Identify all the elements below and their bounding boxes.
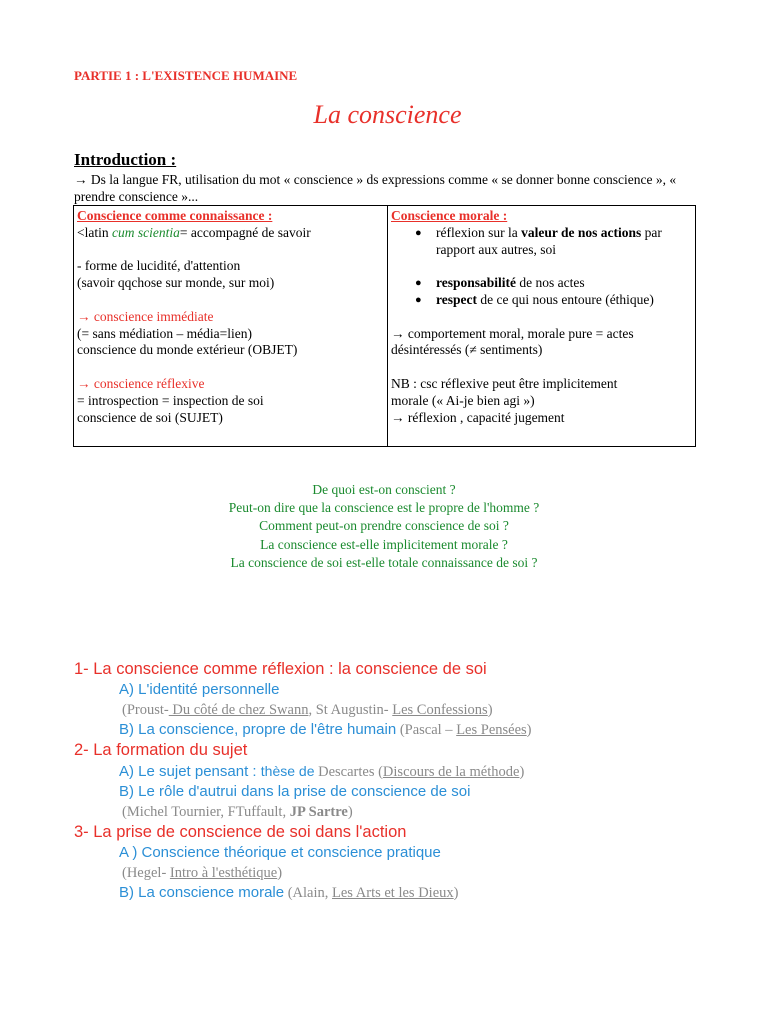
bullet-dot-icon: ● <box>415 226 422 239</box>
plan-part-1: 1- La conscience comme réflexion : la conscience de soi <box>74 660 487 678</box>
ref-open: (Hegel- <box>122 865 170 881</box>
plan-part-2b: B) Le rôle d'autrui dans la prise de conscience de soi <box>119 783 471 800</box>
bullet-dot-icon: ● <box>415 277 422 290</box>
ref-open: (Alain, <box>284 885 333 901</box>
plan-part-3b-label: B) La conscience morale <box>119 884 285 901</box>
question-item: De quoi est-on conscient ? <box>312 482 456 497</box>
plan-part-1a: A) L'identité personnelle <box>119 681 280 698</box>
table-cell-morale <box>388 206 696 447</box>
plan-part-3a: A ) Conscience théorique et conscience pratique <box>119 844 441 861</box>
ref-close: ) <box>526 722 532 738</box>
bullet-valeur-text <box>436 225 692 259</box>
ref-work: Du côté de chez Swann <box>168 702 309 718</box>
plan-part-2b-ref <box>74 802 532 822</box>
latin-prefix: <latin <box>77 224 112 240</box>
comportement-text: → comportement moral, morale pure = actes désintéressés (≠ sentiments) <box>391 325 634 358</box>
concept-table <box>73 205 696 447</box>
ref-author: Descartes ( <box>314 764 383 780</box>
ref-close: ) <box>519 764 525 780</box>
bullet-responsabilite-text <box>436 275 585 292</box>
intro-heading: Introduction : <box>74 150 177 169</box>
ref-open: (Pascal – <box>396 722 457 738</box>
ref-close: ) <box>347 804 353 820</box>
latin-term: cum scientia <box>111 224 180 240</box>
nb-line-3: → réflexion , capacité jugement <box>391 409 565 425</box>
bullet-respect-bold: respect <box>436 291 477 307</box>
immediate-label: → conscience immédiate <box>77 308 214 324</box>
reflexive-label: → conscience réflexive <box>77 375 205 391</box>
lucidite-line-2: (savoir qqchose sur monde, sur moi) <box>77 275 275 291</box>
page-title: La conscience <box>313 100 462 129</box>
bullet-valeur-pre: réflexion sur la <box>436 224 522 240</box>
ref-work: Intro à l'esthétique <box>169 865 278 881</box>
ref-work: Discours de la méthode <box>382 764 520 780</box>
plan-part-1a-ref <box>74 700 532 720</box>
nb-line-2: morale (« Ai-je bien agi ») <box>391 392 535 408</box>
reflexive-line-1: = introspection = inspection de soi <box>77 392 264 408</box>
immediate-line-1: (= sans médiation – média=lien) <box>77 325 252 341</box>
ref-open: (Proust- <box>122 702 169 718</box>
connaissance-heading: Conscience comme connaissance : <box>77 208 273 223</box>
bullet-respect <box>415 292 692 309</box>
bullet-valeur-post: par rapport aux autres, soi <box>436 224 662 257</box>
bullet-valeur <box>415 225 692 259</box>
plan-part-2a <box>74 761 532 782</box>
question-item: La conscience de soi est-elle totale connaissance de soi ? <box>230 554 538 570</box>
ref-mid: , St Augustin- <box>308 702 393 718</box>
bullet-responsabilite-post: de nos actes <box>516 275 585 291</box>
plan-outline <box>74 659 532 903</box>
ref-close: ) <box>487 702 493 718</box>
nb-line-1: NB : csc réflexive peut être implicitement <box>391 375 618 391</box>
plan-part-2a-ref <box>314 764 524 780</box>
plan-part-2a-these: thèse de <box>260 763 315 779</box>
morale-heading: Conscience morale : <box>391 208 508 223</box>
intro-text: → Ds la langue FR, utilisation du mot « conscience » ds expressions comme « se donner bonne conscience », « prendre conscience »... <box>74 172 677 204</box>
ref-work: Les Pensées <box>456 722 527 738</box>
table-cell-connaissance <box>74 206 388 447</box>
lucidite-line-1: - forme de lucidité, d'attention <box>77 258 241 274</box>
ref-close: ) <box>453 885 459 901</box>
questions-list <box>0 481 768 572</box>
plan-part-2a-label: A) Le sujet pensant : <box>119 763 261 780</box>
bullet-dot-icon: ● <box>415 293 422 306</box>
immediate-line-2: conscience du monde extérieur (OBJET) <box>77 342 298 358</box>
bullet-responsabilite-bold: responsabilité <box>436 275 517 291</box>
plan-part-3: 3- La prise de conscience de soi dans l'action <box>74 823 407 841</box>
latin-line <box>77 225 384 242</box>
plan-part-1b <box>74 720 532 740</box>
section-label: PARTIE 1 : L'EXISTENCE HUMAINE <box>74 68 298 83</box>
ref-bold: JP Sartre <box>289 804 348 820</box>
ref-work: Les Confessions <box>392 702 488 718</box>
latin-suffix: = accompagné de savoir <box>179 224 311 240</box>
plan-part-3b-ref <box>284 885 458 901</box>
plan-part-3b <box>74 883 532 903</box>
plan-part-2: 2- La formation du sujet <box>74 741 248 759</box>
bullet-respect-post: de ce qui nous entoure (éthique) <box>476 291 654 307</box>
bullet-valeur-bold: valeur de nos actions <box>521 224 642 240</box>
ref-text: (Michel Tournier, FTuffault, <box>122 804 290 820</box>
plan-part-1b-label: B) La conscience, propre de l'être humain <box>119 721 397 738</box>
bullet-responsabilite <box>415 275 692 292</box>
plan-part-1b-ref <box>396 722 531 738</box>
plan-part-3a-ref <box>74 863 532 883</box>
question-item: Comment peut-on prendre conscience de soi ? <box>259 518 509 534</box>
bullet-respect-text <box>436 292 654 309</box>
question-item: La conscience est-elle implicitement morale ? <box>260 536 508 552</box>
reflexive-line-2: conscience de soi (SUJET) <box>77 409 223 425</box>
ref-close: ) <box>277 865 283 881</box>
ref-work: Les Arts et les Dieux <box>332 885 454 901</box>
question-item: Peut-on dire que la conscience est le propre de l'homme ? <box>228 500 540 516</box>
